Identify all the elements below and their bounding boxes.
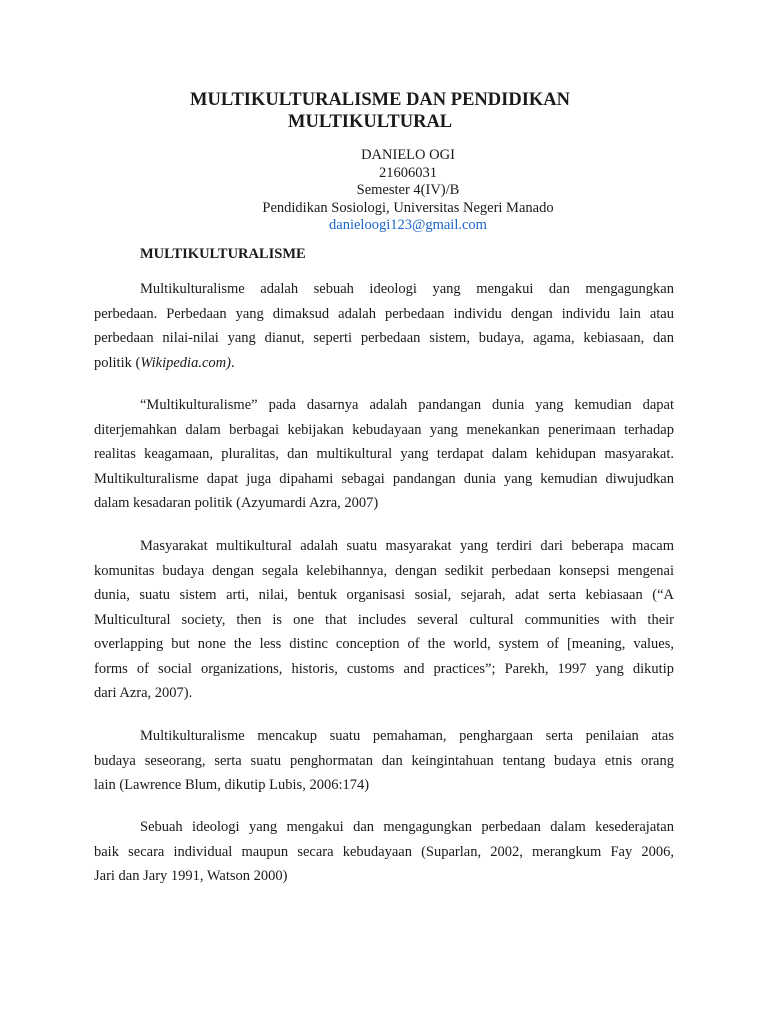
title-line-2: MULTIKULTURAL [288,112,453,132]
paragraph-line: perbedaan nilai-nilai yang dianut, seperti perbedaan sistem, budaya, agama, kebiasaan, dan [94,330,674,346]
paragraph-line: Multikulturalisme mencakup suatu pemahaman, penghargaan serta penilaian atas [140,728,674,744]
paragraph-line: Masyarakat multikultural adalah suatu masyarakat yang terdiri dari beberapa macam [140,538,674,554]
author-semester: Semester 4(IV)/B [356,182,460,198]
author-name: DANIELO OGI [361,147,455,163]
title-line-1: MULTIKULTURALISME DAN PENDIDIKAN [190,90,570,110]
paragraph-line: dari Azra, 2007). [94,685,193,701]
citation-suffix: . [230,354,235,371]
paragraph-line: overlapping but none the less distinc conception of the world, system of [meaning, values, [94,636,674,652]
paragraph-line: Sebuah ideologi yang mengakui dan mengagungkan perbedaan dalam kesederajatan [140,819,674,835]
citation-source: Wikipedia.com) [140,354,231,371]
author-email-link[interactable]: danieloogi123@gmail.com [329,217,487,233]
paragraph-line: lain (Lawrence Blum, dikutip Lubis, 2006:174) [94,777,370,793]
citation-prefix: politik ( [94,354,141,371]
paragraph-4 [94,724,674,798]
paragraph-line: “Multikulturalisme” pada dasarnya adalah pandangan dunia yang kemudian dapat [140,397,674,413]
paragraph-line: dalam kesadaran politik (Azyumardi Azra, 2007) [94,495,379,511]
paragraph-2 [94,393,674,516]
paragraph-line: diterjemahkan dalam berbagai kebijakan kebudayaan yang menekankan penerimaan terhadap [94,421,674,438]
author-block [190,147,626,235]
paragraph-line: Jari dan Jary 1991, Watson 2000) [94,868,288,884]
document-title [190,89,630,133]
paragraph-line: dunia, suatu sistem arti, nilai, bentuk organisasi sosial, sejarah, adat serta kebiasaan (“A [94,587,674,603]
author-program: Pendidikan Sosiologi, Universitas Negeri Manado [262,199,554,216]
paragraph-1 [94,277,674,375]
paragraph-3 [94,534,674,706]
paragraph-line: baik secara individual maupun secara kebudayaan (Suparlan, 2002, merangkum Fay 2006, [94,843,674,860]
paragraph-5 [94,815,674,889]
paragraph-line: realitas keagamaan, pluralitas, dan multikultural yang terdapat dalam kehidupan masyarakat. [94,446,674,462]
paragraph-line: Multikulturalisme dapat juga dipahami sebagai pandangan dunia yang kemudian diwujudkan [94,470,674,487]
section-heading: MULTIKULTURALISME [140,246,306,262]
paragraph-line: komunitas budaya dengan segala kelebihannya, dengan sedikit perbedaan konsepsi mengenai [94,562,674,579]
paragraph-line: Multikulturalisme adalah sebuah ideologi yang mengakui dan mengagungkan [140,281,674,297]
paragraph-line: forms of social organizations, historis, customs and practices”; Parekh, 1997 yang dikutip [94,660,674,677]
author-nim: 21606031 [379,164,437,181]
paragraph-line: budaya seseorang, serta suatu penghormatan dan keingintahuan tentang budaya etnis orang [94,752,674,769]
paragraph-line [94,351,674,376]
paragraph-line: perbedaan. Perbedaan yang dimaksud adalah perbedaan individu dengan individu lain atau [94,305,674,322]
paragraph-line: Multicultural society, then is one that includes several cultural communities with their [94,611,674,628]
